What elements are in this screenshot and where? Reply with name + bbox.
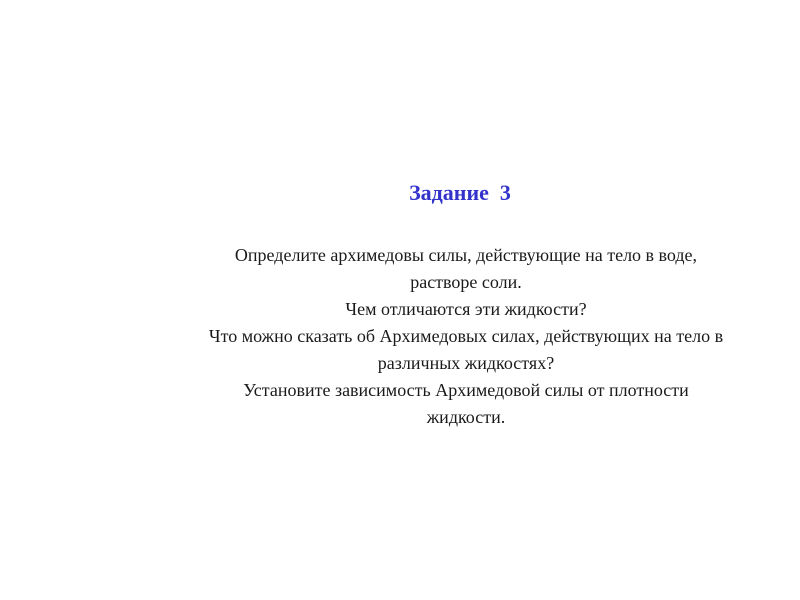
task-line: различных жидкостях? [377, 353, 555, 373]
task-line: Установите зависимость Архимедовой силы от плотности [243, 380, 689, 400]
task-title: Задание 3 [409, 180, 511, 205]
task-line: Чем отличаются эти жидкости? [345, 299, 587, 319]
task-line: жидкости. [426, 407, 506, 427]
task-body [132, 242, 800, 431]
task-line: Определите архимедовы силы, действующие на тело в воде, [234, 245, 698, 265]
task-line: растворе соли. [410, 272, 522, 292]
task-line: Что можно сказать об Архимедовых силах, действующих на тело в [208, 326, 724, 346]
